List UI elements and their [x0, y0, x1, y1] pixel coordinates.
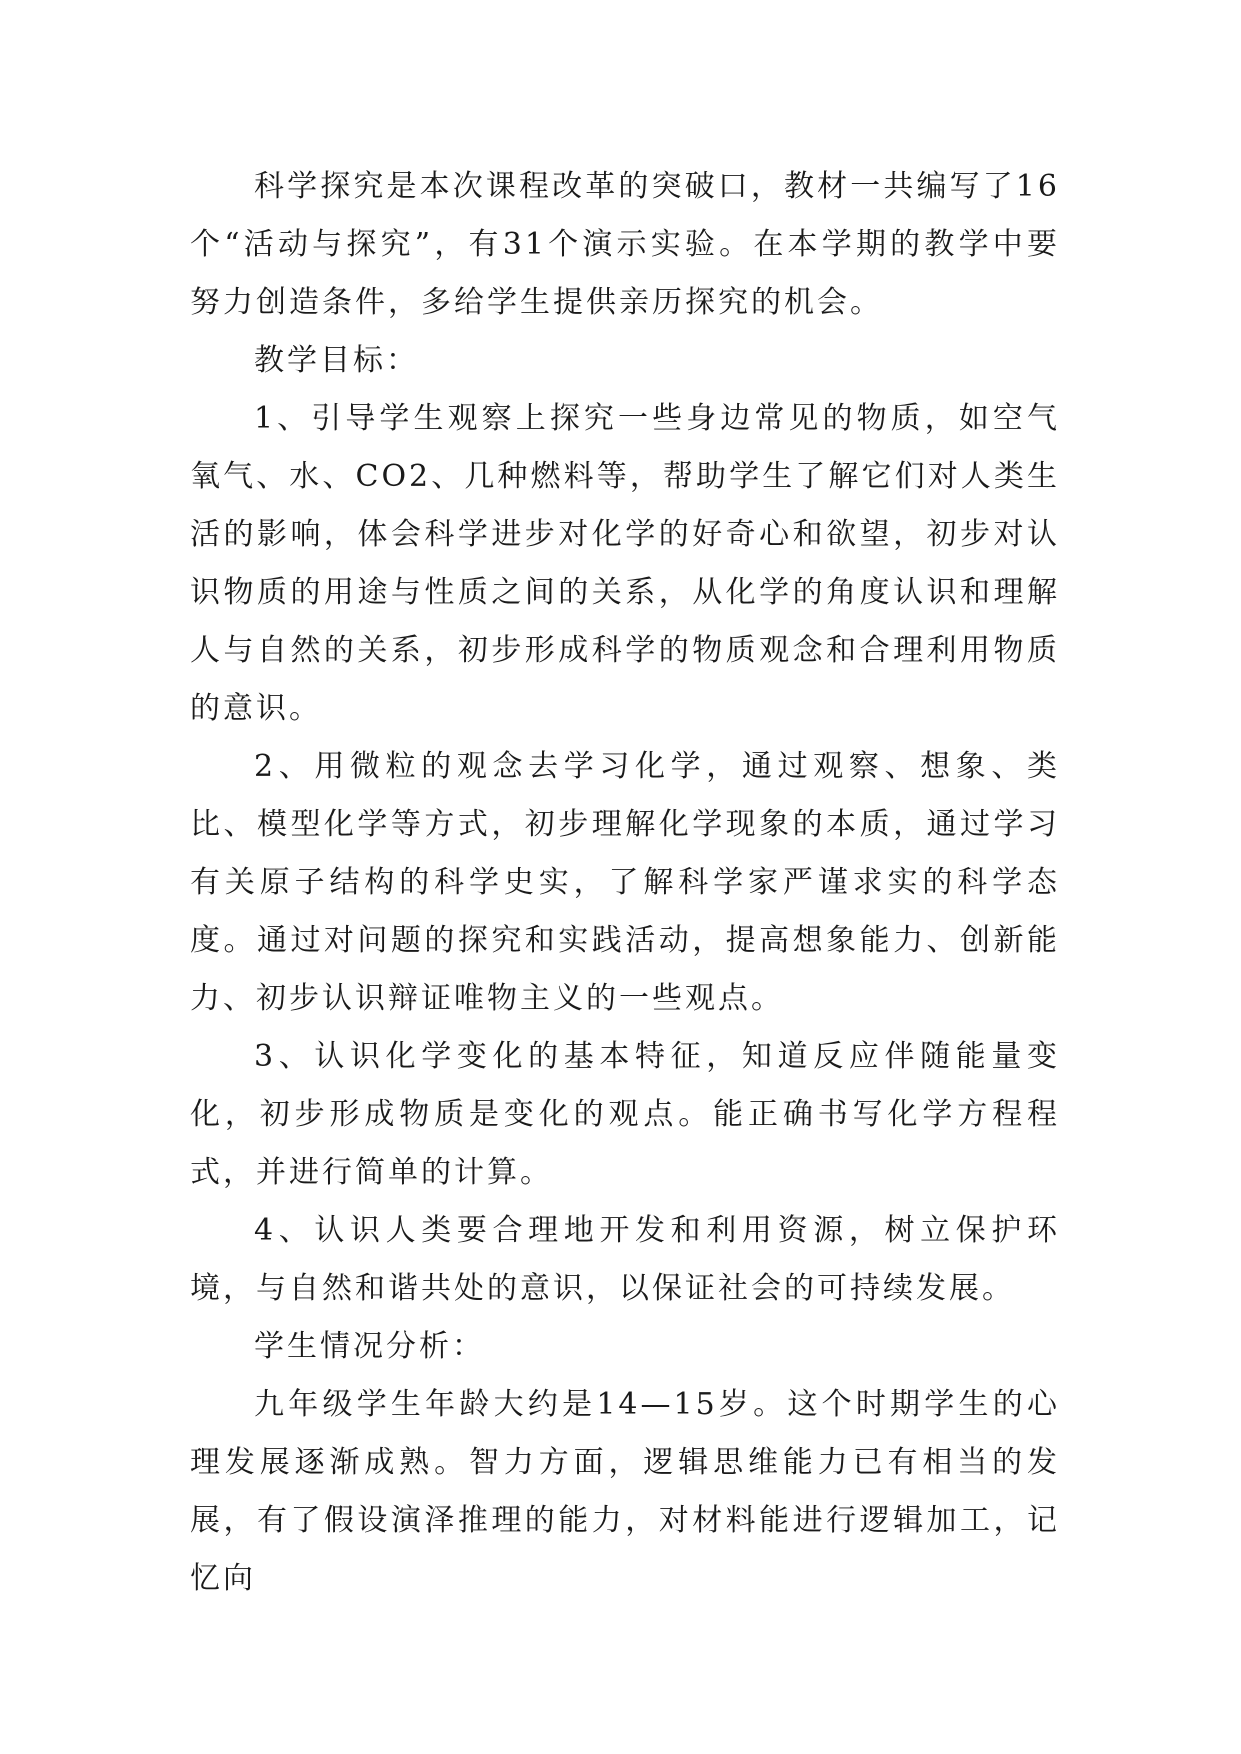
goal-item-2: 2、用微粒的观念去学习化学，通过观察、想象、类比、模型化学等方式，初步理解化学现象的本质，通过学习有关原子结构的科学史实，了解科学家严谨求实的科学态度。通过对问题的探究和实践活动，提高想象能力、创新能力、初步认识辩证唯物主义的一些观点。: [190, 749, 1060, 1016]
heading-teaching-goals: 教学目标：: [254, 343, 419, 378]
goal-item-3: 3、认识化学变化的基本特征，知道反应伴随能量变化，初步形成物质是变化的观点。能正确书写化学方程程式，并进行简单的计算。: [190, 1039, 1060, 1190]
document-body: [190, 158, 1060, 1608]
paragraph-student-analysis: 九年级学生年龄大约是14—15岁。这个时期学生的心理发展逐渐成熟。智力方面，逻辑思维能力已有相当的发展，有了假设演泽推理的能力，对材料能进行逻辑加工，记忆向: [190, 1387, 1060, 1596]
heading-student-analysis: 学生情况分析：: [254, 1329, 485, 1364]
goal-item-1: 1、引导学生观察上探究一些身边常见的物质，如空气氧气、水、CO2、几种燃料等，帮助学生了解它们对人类生活的影响，体会科学进步对化学的好奇心和欲望，初步对认识物质的用途与性质之间的关系，从化学的角度认识和理解人与自然的关系，初步形成科学的物质观念和合理利用物质的意识。: [190, 401, 1060, 726]
paragraph-science-inquiry: 科学探究是本次课程改革的突破口，教材一共编写了16个“活动与探究”，有31个演示实验。在本学期的教学中要努力创造条件，多给学生提供亲历探究的机会。: [190, 169, 1060, 320]
goal-item-4: 4、认识人类要合理地开发和利用资源，树立保护环境，与自然和谐共处的意识，以保证社会的可持续发展。: [190, 1213, 1060, 1306]
